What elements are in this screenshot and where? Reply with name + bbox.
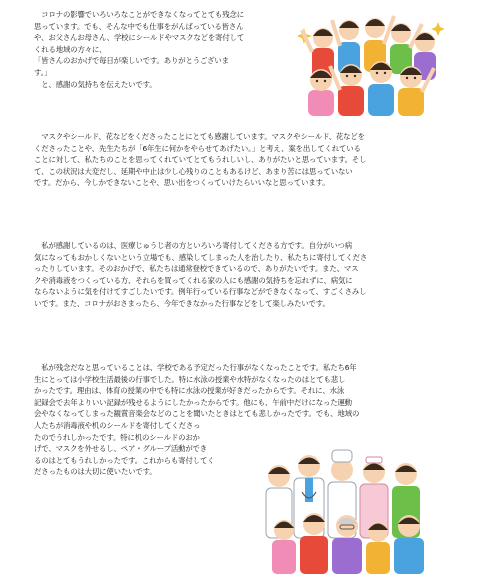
text-line: いです。また、コロナがおさまったら、今年できなかった行事などをして楽しみたいです。 <box>34 298 330 308</box>
text-line: 私が感謝しているのは、医療じゅうじ者の方といろいろ寄付してくださる方です。自分がいつ病 <box>34 241 353 250</box>
paragraph-2 <box>34 131 454 189</box>
text-line: クや消毒液をつくっている方、それらを買ってくれる家の人にも感謝の気持ちを忘れずに、病気に <box>34 275 353 285</box>
text-line: です。だから、今しかできないことや、思い出をつくっていけたらいいなと思っています。 <box>34 178 330 188</box>
child-front-b <box>366 522 390 574</box>
text-line: マスクやシールド、花などをくださったことにとても感謝しています。マスクやシールド、花などを <box>34 132 365 141</box>
text-line: 私が残念だなと思っていることは、学校である予定だった行事がなくなったことです。私たち6年 <box>34 363 357 372</box>
text-line: 人たちが消毒液や机のシールドを寄付してくださっ <box>34 420 201 430</box>
text-line: 会やなくなってしまった観賞音楽会などのことを聞いたときはとても悲しかったです。でも、地域の <box>34 409 360 419</box>
father-figure <box>394 515 424 574</box>
text-line: たのでうれしかったです。特に机のシールドのおか <box>34 432 200 442</box>
text-line: ならないように気を付けてすごしたいです。例年行っている行事などができなくなって、すごくさみし <box>34 287 367 297</box>
text-line: るのはとてもうれしかったです。これからも寄付してく <box>34 455 215 465</box>
text-line: くれる地域の方々に、 <box>34 44 107 54</box>
text-line: げで、マスクを外せるし、ペア・グループ活動ができ <box>34 444 208 454</box>
text-line: 記録会で去年よりいい記録が残せるようにしたかったからです。他にも、午前中だけになった運動 <box>34 397 352 407</box>
text-line: 気になってもおかしくないという立場でも、感染してしまった人を治したり、私たちに寄付してくださ <box>34 252 368 262</box>
text-line: ったりしています。そのおかげで、私たちは通常登校できているので、ありがたいです。また、マス <box>34 264 359 274</box>
text-line: コロナの影響でいろいろなことができなくなってとても残念に <box>34 10 244 19</box>
text-line: て、この状況は大変だし、延期や中止は少し心残りのこともあるけど、あまり苦には思っていない <box>34 166 353 176</box>
text-line: ことに対して、私たちのことを思ってくれていてとてもうれしいし、ありがたいと思っています。そし <box>34 155 367 165</box>
paragraph-1 <box>34 9 296 90</box>
text-line: す。」 <box>34 67 52 77</box>
child-front-a <box>272 520 296 574</box>
text-line: 「皆さんのおかげで毎日が楽しいです。ありがとうございま <box>34 56 229 66</box>
mother-figure <box>300 513 328 574</box>
text-line: 思っています。でも、そんな中でも仕事をがんばっている皆さん <box>34 21 244 31</box>
elderly-figure <box>332 515 362 574</box>
cheering-children-illustration <box>298 8 444 116</box>
text-line: と、感謝の気持ちを伝えたいです。 <box>34 79 157 89</box>
child-front-3 <box>368 61 394 116</box>
text-line: くださったことや、先生たちが「6年生に何かをやらせてあげたい。」と考え、案を出してくれている <box>34 143 361 153</box>
text-line: かったです。理由は、体育の授業の中でも特に水泳の授業が好きだったからです。それに、水泳 <box>34 386 345 396</box>
text-line: ださったものは大切に使いたいです。 <box>34 467 157 477</box>
community-people-illustration <box>262 448 440 574</box>
text-line: や、お父さんお母さん、学校にシールドやマスクなどを寄付して <box>34 33 245 43</box>
child-front-1 <box>308 69 334 116</box>
child-front-2 <box>330 64 364 116</box>
text-line: 生にとっては小学校生活最後の行事でした。特に水泳の授業や水特がなくなったのはとても悲し <box>34 374 346 384</box>
paragraph-3 <box>34 240 454 310</box>
